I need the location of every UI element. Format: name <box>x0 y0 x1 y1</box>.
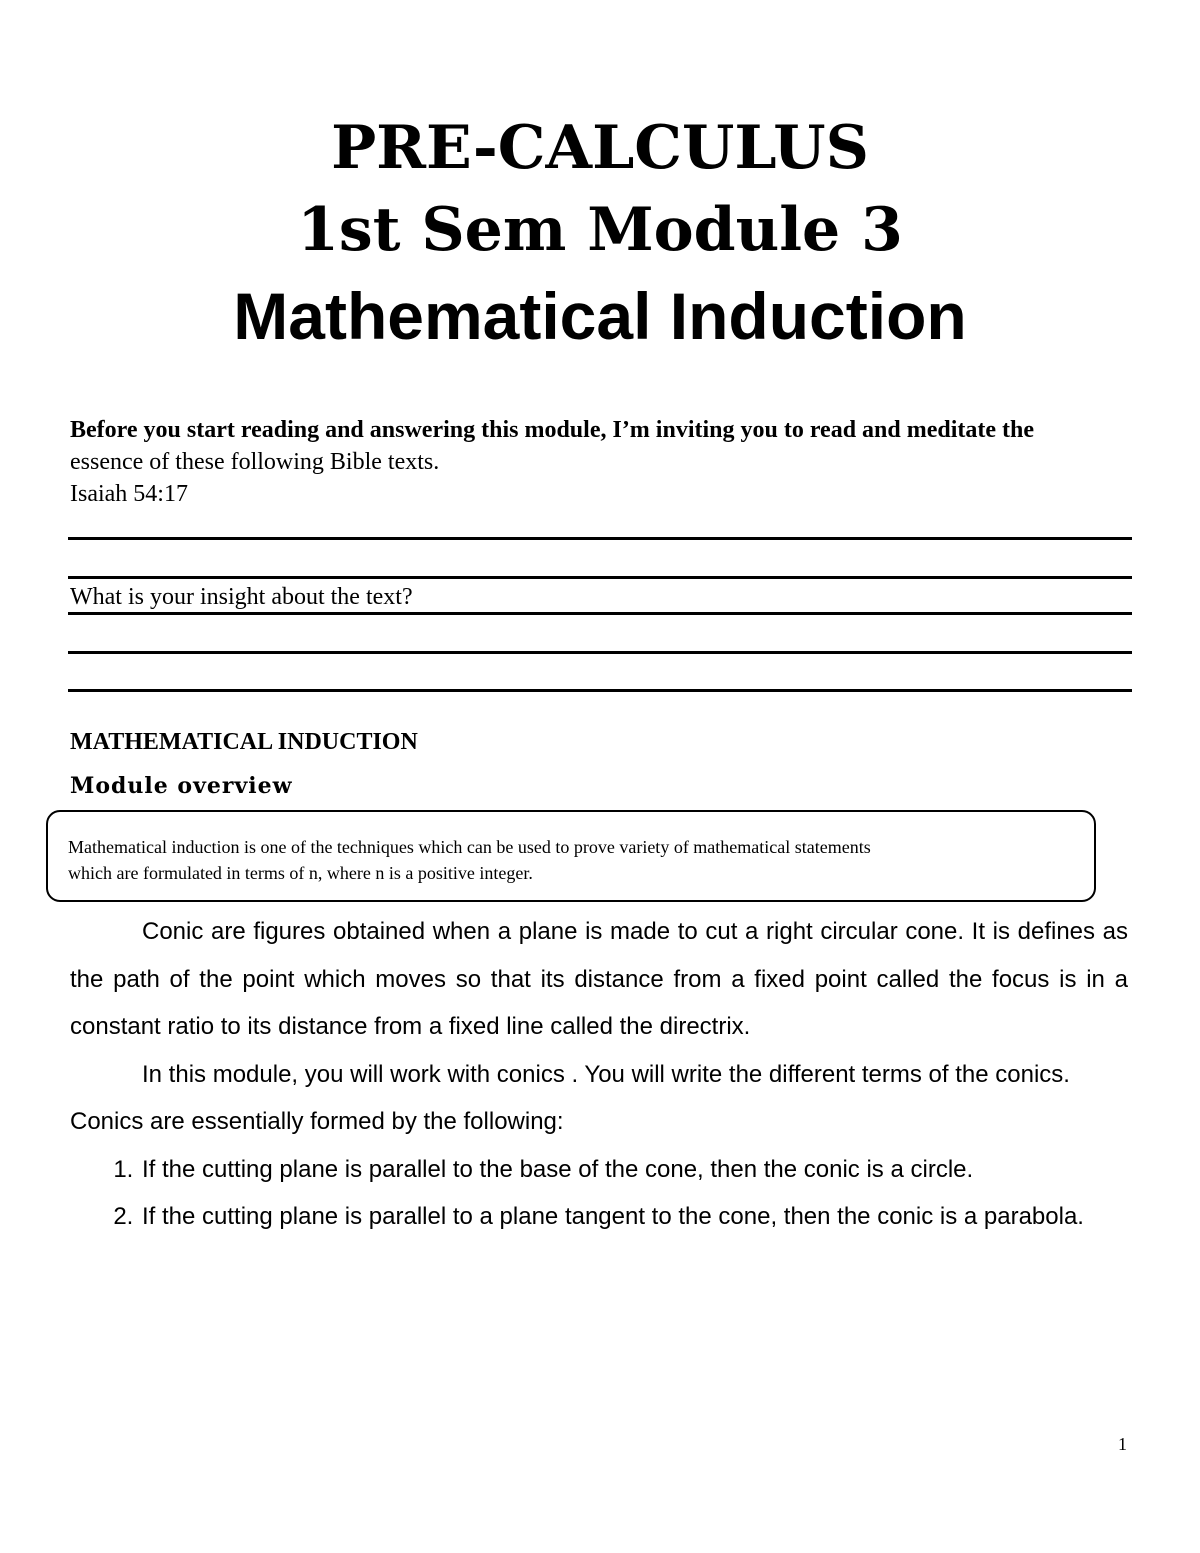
overview-line-2: which are formulated in terms of n, where n is a positive integer. <box>68 863 533 883</box>
page-number: 1 <box>1118 1434 1127 1454</box>
paragraph-1: Conic are figures obtained when a plane is made to cut a right circular cone. It is defines as the path of the point which moves so that its distance from a fixed point called the focus is in a constant ratio to its distance from a fixed line called the directrix. <box>70 918 1128 1040</box>
paragraph-2: In this module, you will work with conics . You will write the different terms of the conics. <box>142 1060 1070 1088</box>
answer-line-3 <box>68 612 1132 615</box>
section-heading: MATHEMATICAL INDUCTION <box>70 729 418 755</box>
answer-line-2 <box>68 576 1132 579</box>
answer-line-5 <box>68 689 1132 692</box>
insight-prompt: What is your insight about the text? <box>70 584 413 610</box>
course-title: PRE-CALCULUS <box>331 113 869 183</box>
overview-heading: Module overview <box>70 773 293 799</box>
list-item: 2. If the cutting plane is parallel to a plane tangent to the cone, then the conic is a parabola. <box>140 1193 1128 1241</box>
intro-line-2: essence of these following Bible texts. <box>70 449 440 475</box>
conic-list <box>70 1146 1128 1241</box>
bible-verse: Isaiah 54:17 <box>70 481 188 507</box>
intro-block <box>70 414 1140 510</box>
topic-title: Mathematical Induction <box>233 279 967 353</box>
list-intro: Conics are essentially formed by the following: <box>70 1108 564 1135</box>
answer-line-1 <box>68 537 1132 540</box>
intro-line-1: Before you start reading and answering this module, I’m inviting you to read and meditate the <box>70 417 1035 443</box>
list-item: 1. If the cutting plane is parallel to the base of the cone, then the conic is a circle. <box>140 1146 1128 1194</box>
overview-box <box>46 810 1096 902</box>
overview-line-1: Mathematical induction is one of the techniques which can be used to prove variety of mathematical statements <box>68 837 871 857</box>
module-title: 1st Sem Module 3 <box>297 195 903 265</box>
body-text <box>70 908 1128 1241</box>
answer-line-4 <box>68 651 1132 654</box>
